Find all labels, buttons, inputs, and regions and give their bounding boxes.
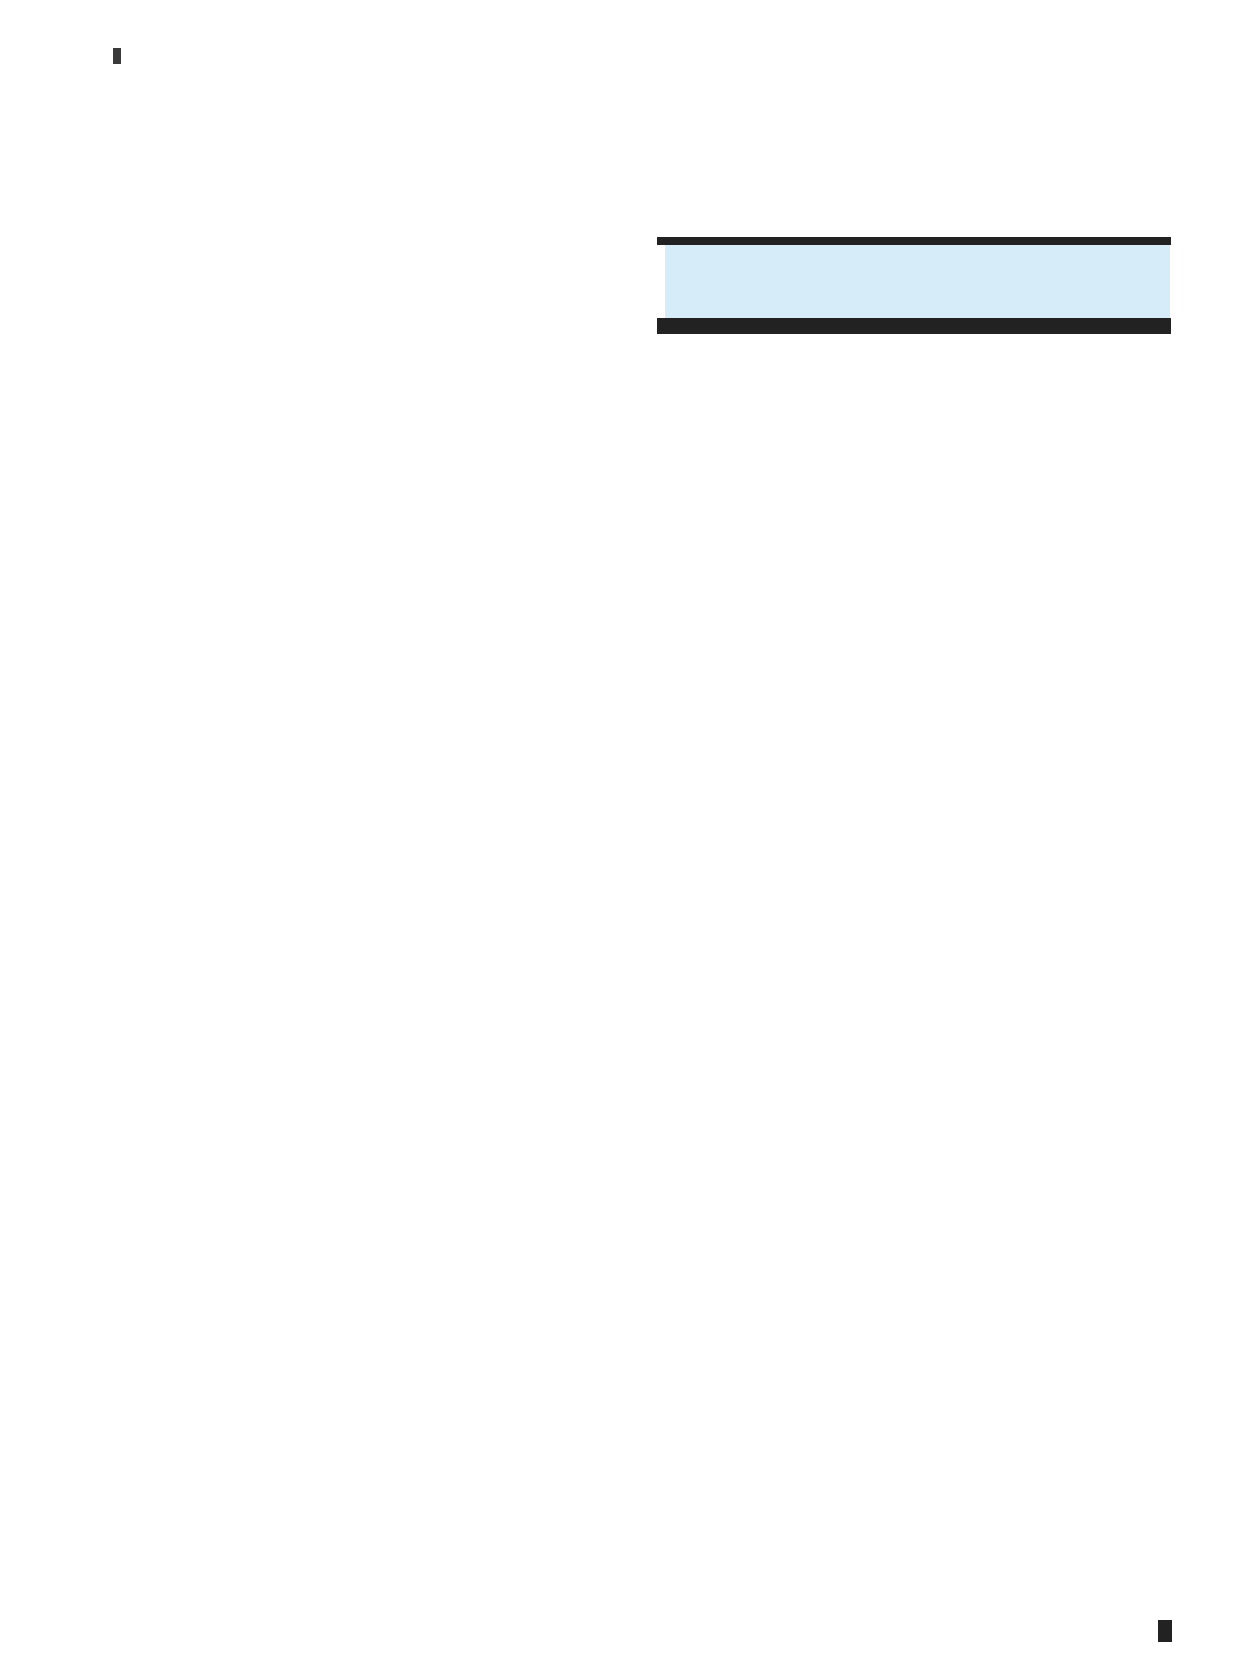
page-number	[1158, 1620, 1172, 1642]
section-box-top-rule	[657, 237, 1171, 245]
doi-label	[113, 48, 121, 64]
running-header	[1094, 26, 1100, 64]
section-box-bottom-rule	[657, 318, 1171, 334]
section-box	[665, 245, 1170, 318]
